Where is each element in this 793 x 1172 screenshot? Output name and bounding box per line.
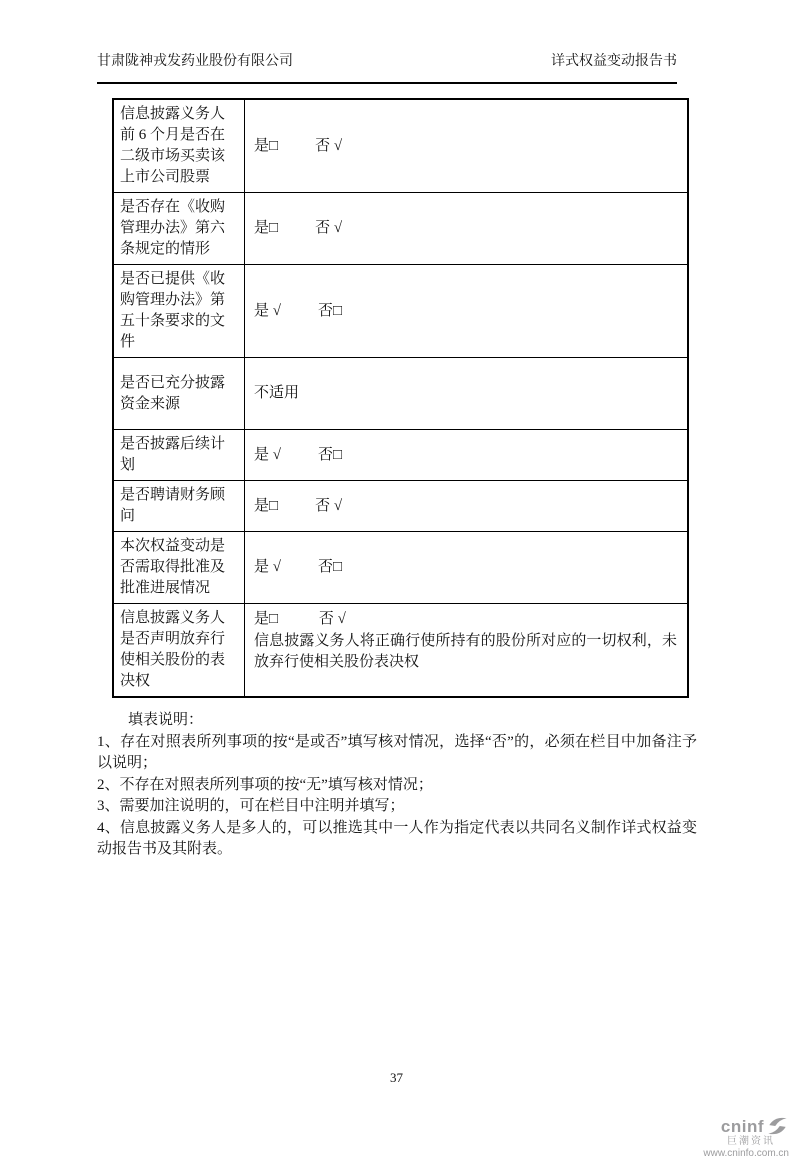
yes-checkbox: 是 √: [254, 559, 281, 575]
answer-cell: [245, 604, 687, 696]
yes-checkbox: 是□: [254, 497, 279, 514]
question-label: 信息披露义务人是否声明放弃行使相关股份的表决权: [114, 604, 245, 696]
cninfo-logo-text: cninf: [720, 1116, 764, 1136]
answer-cell: [245, 100, 687, 192]
no-checkbox: 否□: [317, 302, 343, 319]
question-label: 是否已提供《收购管理办法》第五十条要求的文件: [114, 265, 245, 357]
question-label: 是否存在《收购管理办法》第六条规定的情形: [114, 193, 245, 264]
no-checkbox: 否 √: [315, 220, 343, 236]
no-checkbox: 否□: [317, 446, 343, 463]
answer-options: [254, 609, 346, 631]
question-label: 是否已充分披露资金来源: [114, 358, 245, 429]
answer-cell: [245, 358, 687, 429]
answer-cell: [245, 532, 687, 603]
cninfo-logo-caption: 巨潮资讯: [727, 1136, 775, 1147]
no-checkbox: 否□: [317, 559, 343, 575]
disclosure-checklist-table: [112, 98, 689, 698]
header-company-name: 甘肃陇神戎发药业股份有限公司: [97, 54, 293, 69]
answer-cell: [245, 265, 687, 357]
form-notes: [97, 710, 697, 861]
yes-checkbox: 是□: [254, 137, 279, 154]
table-row: [114, 192, 687, 264]
table-row: [114, 264, 687, 357]
table-row: [114, 100, 687, 192]
answer-note: 信息披露义务人将正确行使所持有的股份所对应的一切权利，未放弃行使相关股份表决权: [254, 632, 677, 670]
note-item: 4、信息披露义务人是多人的，可以推选其中一人作为指定代表以共同名义制作详式权益变动报告书及其附表。: [97, 819, 697, 857]
table-row: [114, 603, 687, 696]
no-checkbox: 否 √: [315, 137, 343, 154]
table-row: [114, 429, 687, 480]
page-header: [97, 50, 677, 84]
answer-cell: [245, 193, 687, 264]
question-label: 信息披露义务人前 6 个月是否在二级市场买卖该上市公司股票: [114, 100, 245, 192]
yes-checkbox: 是□: [254, 611, 279, 627]
question-label: 是否披露后续计划: [114, 430, 245, 480]
note-item: 2、不存在对照表所列事项的按“无”填写核对情况；: [97, 776, 433, 793]
page-number: 37: [390, 1070, 403, 1085]
table-row: [114, 480, 687, 531]
note-item: 3、需要加注说明的，可在栏目中注明并填写；: [97, 798, 405, 814]
cninfo-swirl-icon: [766, 1116, 789, 1136]
notes-title: 填表说明：: [128, 712, 204, 728]
cninfo-logo: [703, 1116, 789, 1159]
yes-checkbox: 是 √: [254, 302, 281, 319]
answer-cell: [245, 430, 687, 480]
note-item: 1、存在对照表所列事项的按“是或否”填写核对情况，选择“否”的，必须在栏目中加备注予以说明；: [97, 733, 697, 771]
yes-checkbox: 是 √: [254, 446, 281, 463]
table-row: [114, 531, 687, 603]
cninfo-logo-row: [703, 1116, 789, 1136]
answer-cell: [245, 481, 687, 531]
table-row: [114, 357, 687, 429]
cninfo-logo-url: www.cninfo.com.cn: [703, 1148, 789, 1159]
yes-checkbox: 是□: [254, 220, 279, 236]
no-checkbox: 否 √: [318, 611, 346, 627]
answer-text: 不适用: [254, 385, 300, 401]
no-checkbox: 否 √: [315, 497, 343, 514]
question-label: 本次权益变动是否需取得批准及批准进展情况: [114, 532, 245, 603]
header-report-title: 详式权益变动报告书: [551, 54, 677, 69]
question-label: 是否聘请财务顾问: [114, 481, 245, 531]
